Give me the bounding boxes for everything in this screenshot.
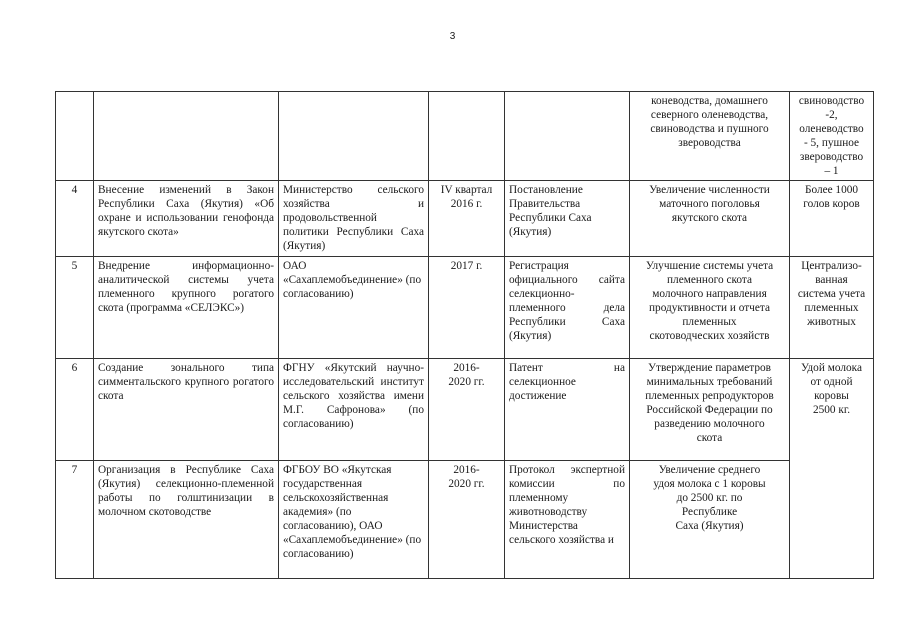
cell-measure: Внесение изменений в Закон Республики Саха (Якутия) «Об охране и использовании генофонда якутского скота»: [94, 181, 279, 257]
cell-form: Регистрация официального сайта селекционно-племенного дела Республики Саха (Якутия): [505, 257, 630, 359]
page-number: 3: [449, 31, 456, 42]
table-row: [56, 257, 874, 359]
cell-executor: ФГНУ «Якутский научно-исследовательский институт сельского хозяйства имени М.Г. Сафронова» (по согласованию): [279, 359, 429, 461]
cell-result: Увеличение среднего удоя молока с 1 коровы до 2500 кг. по Республике Саха (Якутия): [630, 461, 790, 579]
cell-form: Постановление Правительства Республики Саха (Якутия): [505, 181, 630, 257]
measures-table: [55, 91, 874, 579]
table-row: [56, 92, 874, 181]
cell-indicator-merged: Удой молока от одной коровы 2500 кг.: [790, 359, 874, 579]
cell-form: Протокол экспертной комиссии по племенному животноводству Министерства сельского хозяйства и: [505, 461, 630, 579]
cell-executor: ОАО «Сахаплемобъединение» (по согласованию): [279, 257, 429, 359]
cell-form: Патент на селекционное достижение: [505, 359, 630, 461]
cell-num: [56, 92, 94, 181]
cell-num: 5: [56, 257, 94, 359]
cell-num: 6: [56, 359, 94, 461]
cell-term: [429, 92, 505, 181]
cell-term: 2016- 2020 гг.: [429, 359, 505, 461]
table-row: [56, 461, 874, 579]
cell-result: Улучшение системы учета племенного скота молочного направления продуктивности и отчета племенных скотоводческих хозяйств: [630, 257, 790, 359]
cell-indicator: Централизо- ванная система учета племенных животных: [790, 257, 874, 359]
table-row: [56, 181, 874, 257]
cell-indicator: свиноводство -2, оленеводство - 5, пушное звероводство – 1: [790, 92, 874, 181]
cell-form: [505, 92, 630, 181]
table-row: [56, 359, 874, 461]
cell-executor: [279, 92, 429, 181]
cell-executor: Министерство сельского хозяйства и продовольственной политики Республики Саха (Якутия): [279, 181, 429, 257]
cell-result: Утверждение параметров минимальных требований племенных репродукторов Российской Федерации по разведению молочного скота: [630, 359, 790, 461]
cell-num: 7: [56, 461, 94, 579]
cell-measure: Создание зонального типа симментальского крупного рогатого скота: [94, 359, 279, 461]
cell-term: 2016- 2020 гг.: [429, 461, 505, 579]
cell-term: 2017 г.: [429, 257, 505, 359]
cell-result: Увеличение численности маточного поголовья якутского скота: [630, 181, 790, 257]
cell-indicator: Более 1000 голов коров: [790, 181, 874, 257]
cell-measure: [94, 92, 279, 181]
cell-measure: Внедрение информационно-аналитической системы учета племенного крупного рогатого скота (программа «СЕЛЭКС»): [94, 257, 279, 359]
cell-result: коневодства, домашнего северного оленеводства, свиноводства и пушного звероводства: [630, 92, 790, 181]
cell-measure: Организация в Республике Саха (Якутия) селекционно-племенной работы по голштинизации в молочном скотоводстве: [94, 461, 279, 579]
cell-executor: ФГБОУ ВО «Якутская государственная сельскохозяйственная академия» (по согласованию), ОАО «Сахаплемобъединение» (по согласованию): [279, 461, 429, 579]
cell-num: 4: [56, 181, 94, 257]
cell-term: IV квартал 2016 г.: [429, 181, 505, 257]
